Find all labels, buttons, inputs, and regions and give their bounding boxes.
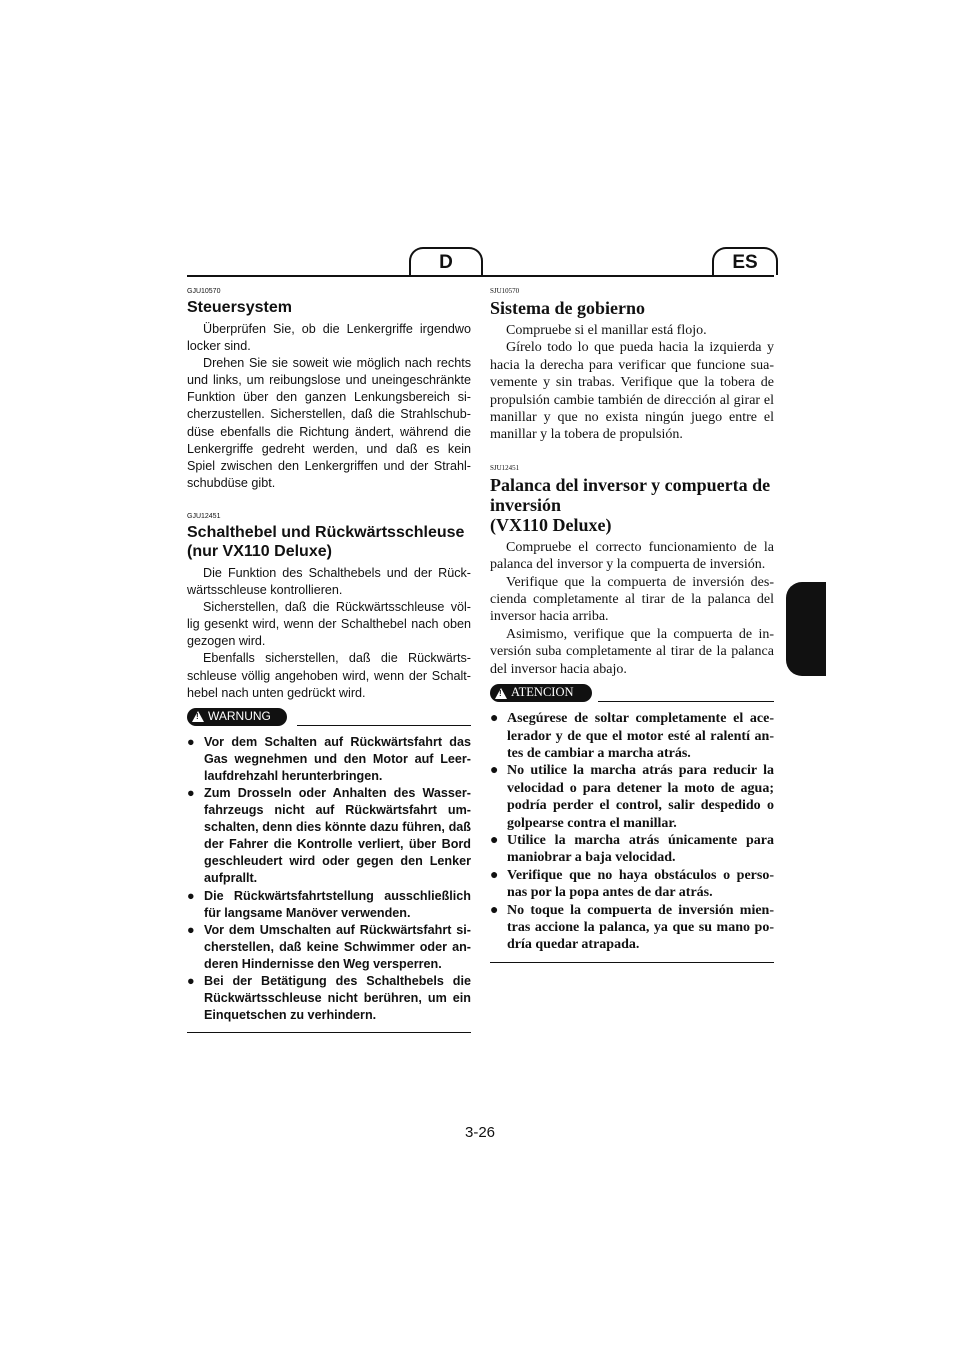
warning-rule <box>297 725 471 726</box>
paragraph: Asimismo, verifique que la compuerta de in-versión suba completamente al tirar de la palanca del inversor hacia abajo. <box>490 626 774 677</box>
list-item: ● Asegúrese de soltar completamente el ace-lerador y de que el motor esté al ralentí an-tes de cambiar a marcha atrás. <box>490 711 774 761</box>
bullet-icon: ● <box>187 974 195 988</box>
paragraph: Verifique que la compuerta de inversión des-cienda completamente al tirar de la palanca del inversor hacia arriba. <box>490 574 774 625</box>
language-tab-es: ES <box>712 247 778 275</box>
page-number: 3-26 <box>464 1124 496 1141</box>
bullet-icon: ● <box>490 902 499 918</box>
warning-end-rule <box>187 1032 471 1033</box>
bullet-icon: ● <box>187 785 195 800</box>
warning-triangle-icon <box>192 711 204 722</box>
paragraph: Gírelo todo lo que pueda hacia la izquierda y hacia la derecha para verificar que funcione sua-vemente y sin trabas. Verifique que la tobera de propulsión cambie también de dirección al girar el manillar y que no exista ningún juego entre el manillar y la tobera de propulsión. <box>490 340 774 443</box>
section-code: SJU12451 <box>490 463 520 472</box>
warning-header <box>187 708 471 728</box>
warning-header <box>490 684 774 704</box>
list-item: ● No utilice la marcha atrás para reducir la velocidad o para detener la moto de agua; podría perder el control, salir despedido o golpearse contra el manillar. <box>490 763 774 831</box>
warning-label: WARNUNG <box>208 709 271 724</box>
paragraph: Compruebe si el manillar está flojo. <box>506 323 707 338</box>
column-spanish <box>490 287 774 963</box>
bullet-icon: ● <box>490 832 499 848</box>
list-item: ● Die Rückwärtsfahrtstellung ausschließlich für langsame Manöver verwenden. <box>187 888 471 920</box>
section-code: GJU10570 <box>187 288 221 295</box>
section-code: SJU10570 <box>490 287 520 295</box>
bullet-icon: ● <box>490 711 499 727</box>
bullet-icon: ● <box>187 734 195 749</box>
paragraph: Sicherstellen, daß die Rückwärtsschleuse völ-lig gesenkt wird, wenn der Schalthebel nach oben gezogen wird. <box>187 600 471 649</box>
section-code: GJU12451 <box>187 512 221 520</box>
warning-list <box>490 710 774 954</box>
paragraph: Drehen Sie sie soweit wie möglich nach rechts und links, um reibungslose und uneingeschränkte Funktion über den ganzen Lenkungsbereich si-cherzustellen. Sicherstellen, daß die Strahlschub-düse ebenfalls die Richtung ändert, während die Lenkergriffe gedreht werden, und daß es kein Spiel zwischen den Lenkergriffen und der Strahl-schubdüse gibt. <box>187 356 471 490</box>
list-item: ● Zum Drosseln oder Anhalten des Wasser-fahrzeugs nicht auf Rückwärtsfahrt um-schalten, denn dies könnte dazu führen, daß der Fahrer die Kontrolle verliert, über Bord geschleudert wird oder gegen den Lenker aufprallt. <box>187 785 471 886</box>
list-item: ● Vor dem Umschalten auf Rückwärtsfahrt si-cherstellen, daß keine Schwimmer oder an-deren Hindernisse den Weg versperren. <box>187 922 471 971</box>
list-item: ● No toque la compuerta de inversión mien-tras accione la palanca, ya que su mano po-dría quedar atrapada. <box>490 902 774 953</box>
language-tab-de: D <box>409 247 483 275</box>
paragraph: Die Funktion des Schalthebels und der Rück-wärtsschleuse kontrollieren. <box>187 565 471 598</box>
warning-triangle-icon <box>495 688 507 699</box>
warning-end-rule <box>490 962 774 963</box>
warning-list <box>187 734 471 1025</box>
section-title: Schalthebel und Rückwärtsschleuse (nur VX110 Deluxe) <box>187 523 465 560</box>
section-title: Sistema de gobierno <box>490 298 645 318</box>
section-title: Steuersystem <box>187 299 292 316</box>
bullet-icon: ● <box>187 922 195 937</box>
bullet-icon: ● <box>490 867 499 883</box>
warning-badge <box>187 708 287 726</box>
section-title: Palanca del inversor y compuerta de inversión (VX110 Deluxe) <box>490 474 771 535</box>
column-german <box>187 287 471 1033</box>
paragraph: Compruebe el correcto funcionamiento de la palanca del inversor y la compuerta de inversión. <box>490 539 774 573</box>
list-item: ● Vor dem Schalten auf Rückwärtsfahrt das Gas wegnehmen und den Motor auf Leer-laufdrehzahl herunterbringen. <box>187 734 471 783</box>
list-item: ● Verifique que no haya obstáculos o perso-nas por la popa antes de dar atrás. <box>490 867 774 901</box>
paragraph: Ebenfalls sicherstellen, daß die Rückwärts-schleuse völlig angehoben wird, wenn der Schalt-hebel nach unten gedrückt wird. <box>187 651 471 700</box>
warning-label: ATENCION <box>511 685 574 700</box>
page-header <box>187 247 774 277</box>
warning-badge <box>490 684 592 702</box>
list-item: ● Utilice la marcha atrás únicamente para maniobrar a baja velocidad. <box>490 832 774 866</box>
chapter-side-tab <box>786 582 826 676</box>
list-item: ● Bei der Betätigung des Schalthebels die Rückwärtsschleuse nicht berühren, um ein Einquetschen zu verhindern. <box>187 974 471 1023</box>
bullet-icon: ● <box>490 763 499 779</box>
header-rule <box>187 275 774 277</box>
warning-rule <box>598 701 774 702</box>
bullet-icon: ● <box>187 888 195 903</box>
paragraph: Überprüfen Sie, ob die Lenkergriffe irgendwo locker sind. <box>187 322 471 354</box>
